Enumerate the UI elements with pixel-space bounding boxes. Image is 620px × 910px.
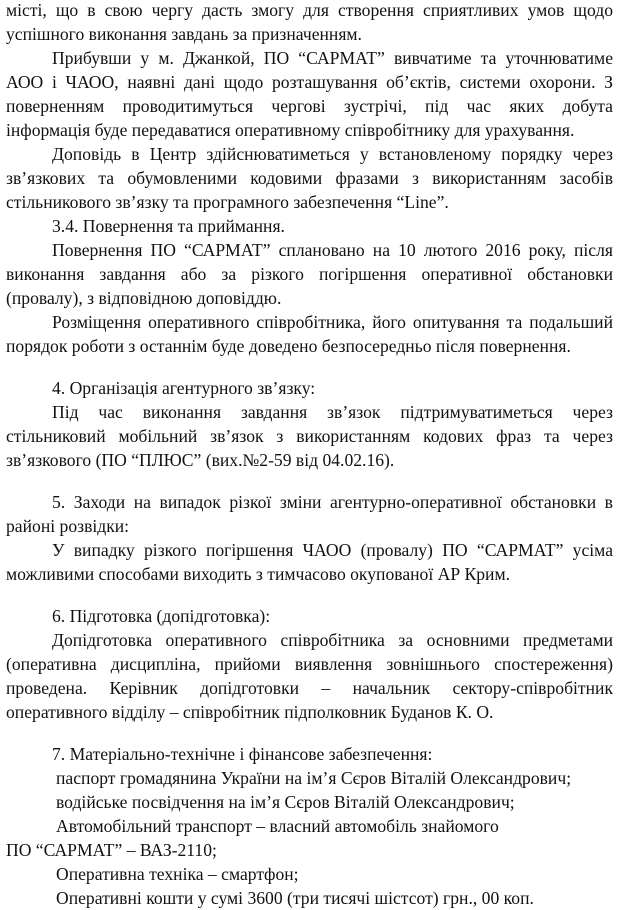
item-car-line-1: Автомобільний транспорт – власний автомобіль знайомого [56,816,499,836]
paragraph-report-line-2: зв’язкових та обумовленими кодовими фразами з використанням засобів [6,168,613,188]
section-7-heading: 7. Матеріально-технічне і фінансове забезпечення: [52,744,433,764]
paragraph-escape-line-2: можливими способами виходить з тимчасово окупованої АР Крим. [6,564,510,584]
item-passport: паспорт громадянина України на ім’я Сєров Віталій Олександрович; [56,768,572,788]
paragraph-training-line-4: оперативного відділу – співробітник підполковник Буданов К. О. [6,702,494,722]
section-5-heading-line-1: 5. Заходи на випадок різкої зміни агентурно-оперативної обстановки в [52,492,613,512]
paragraph-comm-line-1: Під час виконання завдання зв’язок підтримуватиметься через [52,402,613,422]
paragraph-arrival-line-3: поверненням проводитимуться чергові зустрічі, під час яких добута [6,96,613,116]
paragraph-training-line-3: проведена. Керівник допідготовки – начальник сектору-співробітник [6,678,613,698]
paragraph-comm-line-3: зв’язкового (ПО “ПЛЮС” (вих.№2-59 від 04.02.16). [6,450,395,470]
section-4-heading: 4. Організація агентурного зв’язку: [52,378,316,398]
paragraph-report-line-3: стільникового зв’язку та програмного забезпечення “Line”. [6,192,449,212]
paragraph-arrival-line-4: інформація буде передаватися оперативному співробітнику для урахування. [6,120,575,140]
section-6-heading: 6. Підготовка (допідготовка): [52,606,271,626]
paragraph-report-line-1: Доповідь в Центр здійснюватиметься у встановленому порядку через [52,144,613,164]
paragraph-placement-line-1: Розміщення оперативного співробітника, його опитування та подальший [52,312,613,332]
paragraph-intro-line-1: місті, що в свою чергу дасть змогу для створення сприятливих умов щодо [6,0,613,20]
section-3-4-heading: 3.4. Повернення та приймання. [52,216,285,236]
paragraph-training-line-2: (оперативна дисципліна, прийоми виявлення зовнішнього спостереження) [6,654,613,674]
item-funds: Оперативні кошти у сумі 3600 (три тисячі шістсот) грн., 00 коп. [56,888,534,908]
paragraph-comm-line-2: стільниковий мобільний зв’язок з використанням кодових фраз та через [6,426,613,446]
paragraph-training-line-1: Допідготовка оперативного співробітника за основними предметами [52,630,613,650]
paragraph-return-line-3: (провалу), з відповідною доповіддю. [6,288,282,308]
paragraph-return-line-2: виконання завдання або за різкого погіршення оперативної обстановки [6,264,613,284]
paragraph-return-line-1: Повернення ПО “САРМАТ” сплановано на 10 лютого 2016 року, після [52,240,613,260]
paragraph-intro-line-2: успішного виконання завдань за призначенням. [6,24,362,44]
paragraph-escape-line-1: У випадку різкого погіршення ЧАОО (провалу) ПО “САРМАТ” усіма [52,540,613,560]
item-driver-license: водійське посвідчення на ім’я Сєров Віталій Олександрович; [56,792,515,812]
item-tech: Оперативна техніка – смартфон; [56,864,299,884]
paragraph-placement-line-2: порядок роботи з останнім буде доведено безпосередньо після повернення. [6,336,571,356]
item-car-line-2: ПО “САРМАТ” – ВАЗ-2110; [6,840,217,860]
paragraph-arrival-line-1: Прибувши у м. Джанкой, ПО “САРМАТ” вивчатиме та уточнюватиме [52,48,613,68]
paragraph-arrival-line-2: АОО і ЧАОО, наявні дані щодо розташування об’єктів, системи охорони. З [6,72,613,92]
section-5-heading-line-2: районі розвідки: [6,516,130,536]
